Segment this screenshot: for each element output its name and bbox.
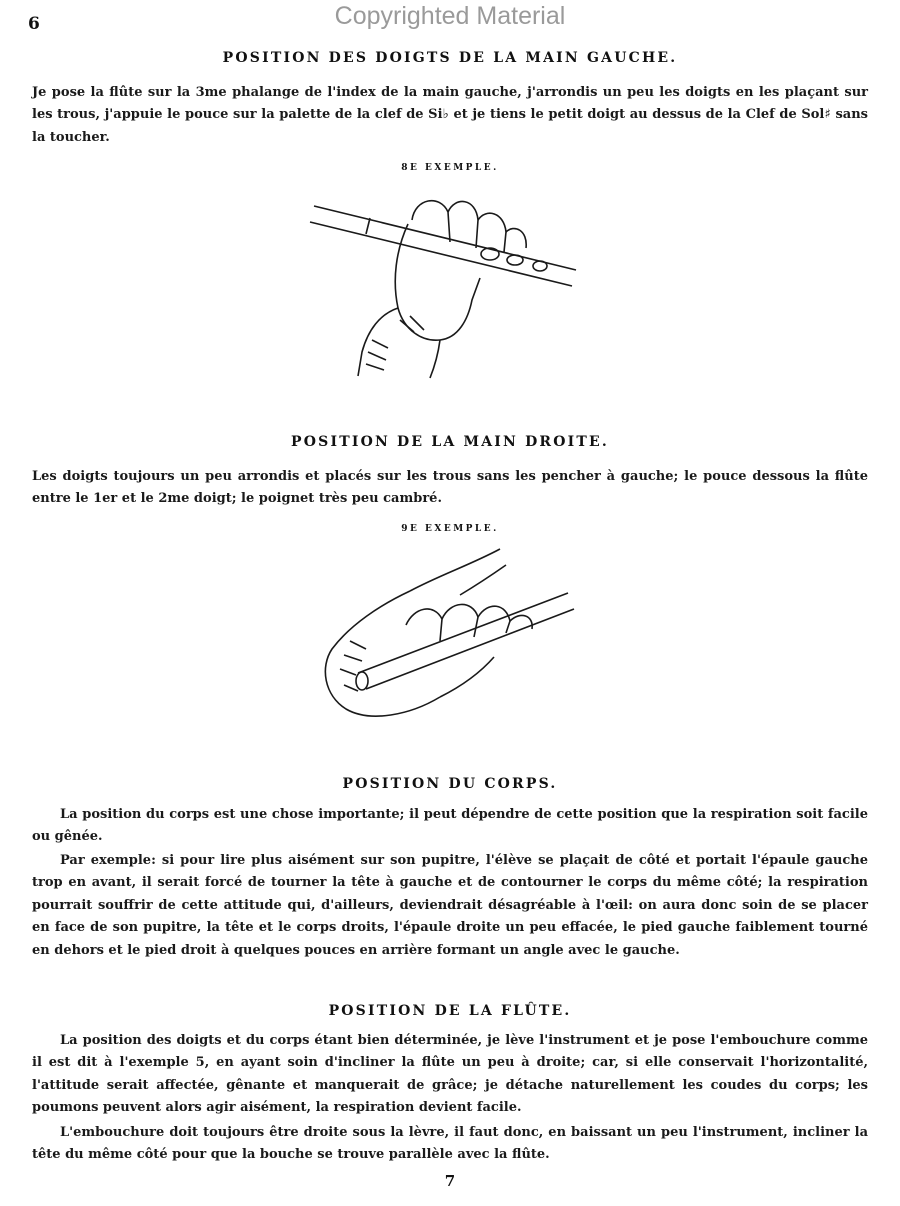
- flute-body-bottom: [310, 222, 572, 286]
- left-hand-illustration: [300, 190, 590, 380]
- footer-page-number: 7: [444, 1172, 456, 1190]
- heading-main-gauche: POSITION DES DOIGTS DE LA MAIN GAUCHE.: [222, 50, 678, 66]
- paragraph-flute-2: L'embouchure doit toujours être droite sous la lèvre, il faut donc, en baissant un peu l'instrument, incliner la tête du même côté pour que la bouche se trouve parallèle avec la flûte.: [32, 1125, 868, 1163]
- caption-exemple-9: 9E EXEMPLE.: [401, 524, 499, 534]
- heading-main-droite: POSITION DE LA MAIN DROITE.: [291, 434, 609, 450]
- caption-exemple-8: 8E EXEMPLE.: [401, 163, 499, 173]
- heading-corps: POSITION DU CORPS.: [342, 776, 558, 792]
- paragraph-main-droite: Les doigts toujours un peu arrondis et placés sur les trous sans les pencher à gauche; le pouce dessous la flûte entre le 1er et le 2me doigt; le poignet très peu cambré.: [32, 469, 868, 507]
- paragraph-corps-1: La position du corps est une chose importante; il peut dépendre de cette position que la respiration soit facile ou gênée.: [32, 807, 868, 845]
- paragraph-flute-1: La position des doigts et du corps étant bien déterminée, je lève l'instrument et je pose l'embouchure comme il est dit à l'exemple 5, en ayant soin d'incliner la flûte un peu à droite; car, si elle conservait l'horizontalité, l'attitude serait affectée, gênante et manquerait de grâce; je détache naturellement les coudes du corps; les poumons peuvent alors agir aisément, la respiration devient facile.: [32, 1033, 868, 1116]
- flute-body-bottom: [366, 609, 574, 689]
- page-number: 6: [28, 14, 40, 34]
- heading-flute: POSITION DE LA FLÛTE.: [328, 1003, 572, 1019]
- right-hand-illustration: [310, 545, 580, 725]
- paragraph-corps-2: Par exemple: si pour lire plus aisément sur son pupitre, l'élève se plaçait de côté et portait l'épaule gauche trop en avant, il serait forcé de tourner la tête à gauche et de contourner le corps du même côté; la respiration pourrait souffrir de cette attitude qui, d'ailleurs, deviendrait désagréable à l'œil: on aura donc soin de se placer en face de son pupitre, la tête et le corps droits, l'épaule droite un peu effacée, le pied gauche faiblement tourné en dehors et le pied droit à quelques pouces en arrière formant un angle avec le gauche.: [32, 853, 868, 958]
- paragraph-main-gauche: Je pose la flûte sur la 3me phalange de l'index de la main gauche, j'arrondis un peu les doigts en les plaçant sur les trous, j'appuie le pouce sur la palette de la clef de Si♭ et je tiens le petit doigt au dessus de la Clef de Sol♯ sans la toucher.: [32, 85, 868, 145]
- copyright-watermark: Copyrighted Material: [334, 2, 566, 30]
- flute-body-top: [314, 206, 576, 270]
